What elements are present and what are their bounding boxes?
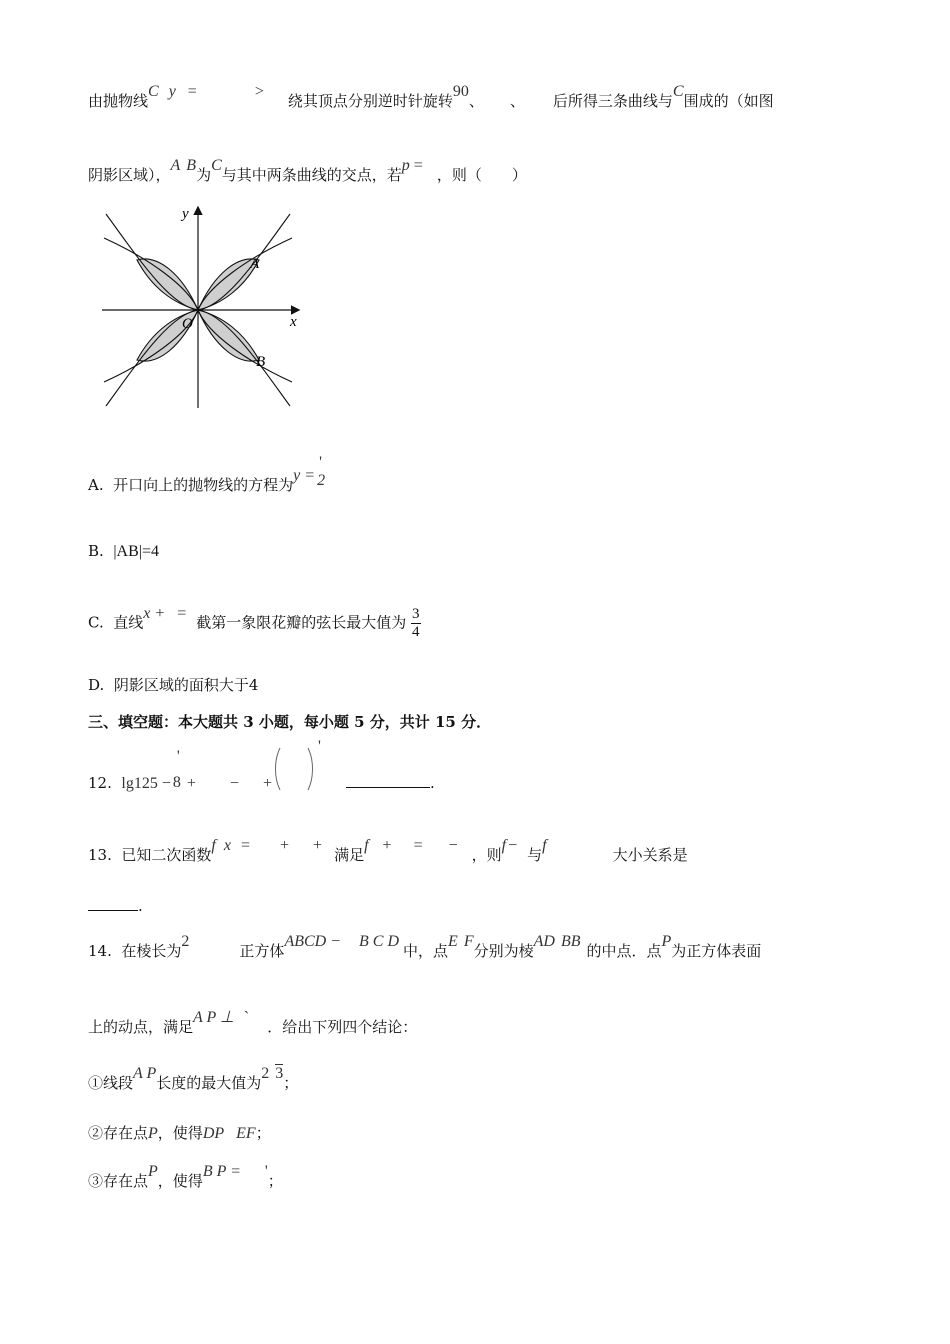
option-text: 截第一象限花瓣的弦长最大值为 [196, 613, 407, 632]
math-dp: DP [202, 1125, 225, 1142]
section-title-text: 三、填空题：本大题共 3 小题，每小题 5 分，共计 15 分． [88, 713, 492, 731]
question-number: 13. [88, 846, 112, 864]
option-text: 直线 [113, 613, 144, 632]
q13-text: 满足 [334, 846, 365, 864]
math-c: C [211, 157, 222, 174]
math-plus: + [186, 775, 196, 792]
math-eq: = [177, 604, 187, 622]
math-gt: > [254, 83, 264, 100]
option-label: D. [88, 676, 105, 694]
math-x: x [223, 837, 231, 854]
y-axis-label: y [182, 206, 189, 222]
option-b [88, 542, 159, 561]
math-y: y = [293, 467, 316, 484]
q14-text: ①线段 [88, 1074, 134, 1092]
q11-text: 围成的（如图 [683, 92, 774, 110]
math-eq: = [240, 837, 251, 854]
math-p: P [148, 1125, 158, 1142]
math-f: f [364, 837, 369, 854]
q14-line-2 [88, 1009, 418, 1037]
math-p: P [661, 933, 672, 950]
math-plus: + [280, 837, 290, 854]
q14-text: 上的动点，满足 [88, 1018, 194, 1036]
period: . [429, 774, 435, 792]
q13-text: 与 [527, 846, 543, 864]
math-a: A [170, 157, 181, 174]
q14-text: 分别为棱 [473, 942, 534, 960]
q11-text: 后所得三条曲线与 [552, 92, 673, 110]
math-mark: ' [176, 748, 180, 765]
math-mark: ' [319, 454, 322, 471]
q14-text: 为正方体表面 [671, 942, 762, 960]
math-x: x + [143, 604, 166, 622]
math-ap: A P [133, 1065, 157, 1082]
big-parens [272, 744, 316, 794]
math-lg125: lg125 − [121, 775, 171, 792]
math-minus: − [448, 837, 458, 854]
q13-line-2 [88, 896, 143, 915]
math-eq: = [187, 83, 197, 100]
math-b: B [186, 157, 197, 174]
math-bcd: B C D [359, 933, 400, 950]
q11-text: 、 [468, 92, 484, 110]
q13-line [88, 837, 688, 865]
q14-text: ②存在点 [88, 1124, 149, 1142]
math-minus: − [229, 775, 239, 792]
math-mark: ' [264, 1163, 268, 1180]
option-c [88, 606, 421, 641]
q11-text: 由抛物线 [88, 92, 149, 110]
math-plus: + [382, 837, 392, 854]
math-c: C [672, 83, 684, 100]
math-2: 2 [261, 1065, 270, 1082]
x-axis-label: x [290, 314, 297, 330]
question-number: 12. [88, 774, 112, 792]
option-label: B. [88, 542, 104, 560]
math-2: 2 [181, 933, 190, 950]
origin-label: O [182, 316, 193, 332]
math-f: f [211, 837, 216, 854]
point-b-label: B [256, 354, 266, 370]
math-p: p [401, 157, 410, 174]
option-label: A. [88, 476, 104, 494]
math-2: 2 [317, 472, 326, 489]
math-ap-perp: A P ⊥ [193, 1009, 234, 1026]
math-ad: AD [533, 933, 555, 950]
q14-text: ③存在点 [88, 1172, 149, 1190]
math-eq: = [413, 837, 423, 854]
fraction-denominator: 4 [412, 624, 420, 640]
q14-text: 中，点 [403, 942, 449, 960]
math-plus: + [262, 775, 272, 792]
question-number: 14. [88, 942, 112, 960]
option-text: 开口向上的抛物线的方程为 [113, 476, 294, 494]
q14-text: 在棱长为 [121, 942, 182, 960]
math-e: E [448, 933, 458, 950]
q14-conclusion-2 [88, 1122, 271, 1143]
q12-line [88, 738, 435, 793]
math-mark: ' [317, 738, 321, 755]
q11-text: 与其中两条曲线的交点，若 [221, 166, 402, 184]
semicolon: ； [255, 1124, 271, 1142]
q14-text: 长度的最大值为 [156, 1074, 262, 1092]
fraction [411, 606, 421, 641]
q14-text: ，使得 [157, 1124, 203, 1142]
petal-q4 [198, 310, 259, 361]
option-d [88, 674, 258, 695]
option-a [88, 454, 335, 495]
q14-conclusion-1 [88, 1065, 299, 1093]
q14-text: 的中点．点 [586, 942, 662, 960]
math-p: P [148, 1163, 158, 1180]
math-bp: B P = [202, 1163, 241, 1180]
math-minus: − [508, 837, 518, 854]
math-abcd: ABCD − [284, 933, 342, 950]
answer-blank[interactable] [346, 773, 430, 788]
math-plus: + [313, 837, 323, 854]
section-title [88, 711, 491, 732]
math-90: 90 [452, 83, 469, 100]
fraction-numerator: 3 [412, 606, 420, 622]
q13-text: ，则 [471, 846, 502, 864]
period: . [138, 897, 143, 915]
petal-q2 [137, 259, 198, 310]
q14-text: ，使得 [157, 1172, 203, 1190]
q11-line-2 [88, 157, 527, 185]
q11-text: 绕其顶点分别逆时针旋转 [287, 92, 453, 110]
q13-text: 大小关系是 [612, 846, 688, 864]
answer-blank[interactable] [88, 896, 138, 911]
math-c: C [148, 83, 159, 100]
q14-text: 正方体 [239, 942, 285, 960]
math-sqrt3: 3 [275, 1065, 284, 1082]
q11-line-1 [88, 83, 774, 111]
math-f: f [501, 837, 507, 854]
semicolon: ； [283, 1074, 299, 1092]
q14-line-1 [88, 933, 762, 961]
math-bb: BB [560, 933, 581, 950]
math-eq: = [413, 157, 423, 174]
option-text: 阴影区域的面积大于4 [113, 676, 259, 694]
math-y: y [168, 83, 176, 100]
option-text: |AB|=4 [113, 543, 159, 560]
math-8: 8 [172, 774, 181, 791]
math-ef: EF [236, 1125, 256, 1142]
math-f: F [463, 933, 474, 950]
math-mark: ` [243, 1009, 250, 1026]
q11-text: ，则（ ） [436, 166, 527, 184]
q11-text: 阴影区域）， [88, 166, 171, 184]
semicolon: ； [267, 1172, 283, 1190]
option-label: C. [88, 613, 104, 632]
q14-text: ．给出下列四个结论： [267, 1018, 418, 1036]
q11-figure [96, 202, 316, 412]
math-f: f [542, 837, 547, 854]
q11-text: 、 [509, 92, 525, 110]
q13-text: 已知二次函数 [121, 846, 212, 864]
q14-conclusion-3 [88, 1163, 283, 1191]
q11-text: 为 [196, 166, 212, 184]
point-a-label: A [250, 256, 260, 272]
